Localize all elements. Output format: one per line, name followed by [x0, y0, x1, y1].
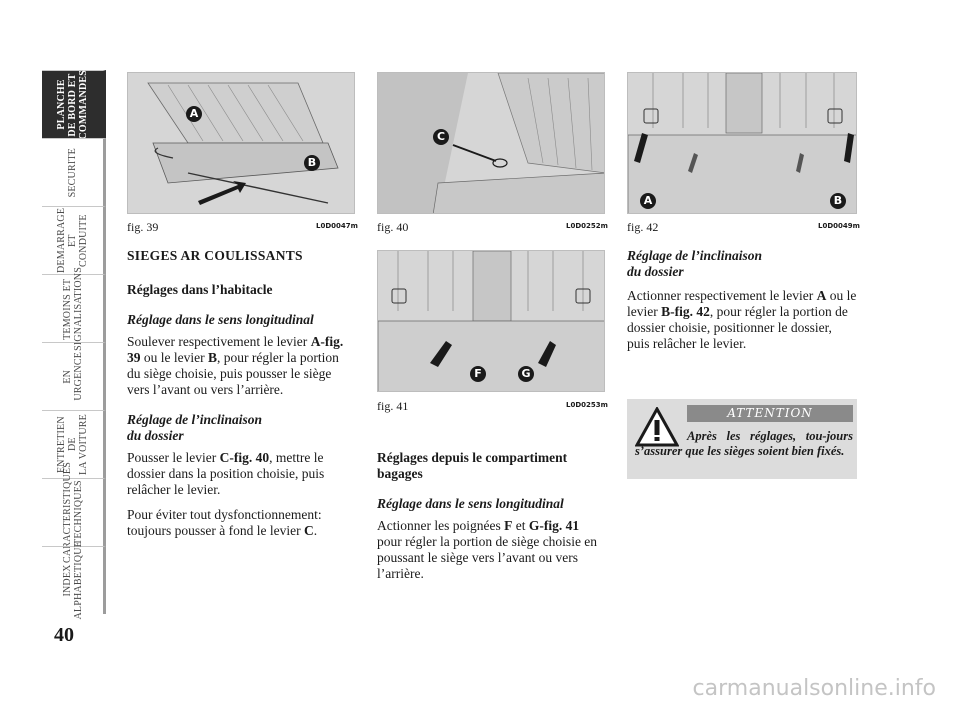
figure-41-caption: fig. 41 — [377, 399, 409, 413]
figure-42 — [627, 72, 857, 214]
tab-index[interactable]: INDEX ALPHABETIQUE — [42, 546, 106, 614]
figure-41-code: L0D0253m — [566, 401, 608, 409]
warning-text: Après les réglages, tou-jours s’assurer que les sièges soient bien fixés. — [635, 429, 853, 458]
trunk-handles-illustration — [378, 251, 605, 392]
trunk-backrest-levers-illustration — [628, 73, 857, 214]
figure-41 — [377, 250, 605, 392]
callout-b: B — [830, 193, 846, 209]
column-1 — [127, 248, 355, 548]
tab-entretien[interactable]: ENTRETIEN DE LA VOITURE — [42, 410, 106, 478]
paragraph: Pousser le levier C-fig. 40, mettre le dossier dans la position choisie, puis relâcher le levier. — [127, 450, 325, 497]
subsection-heading: Réglages depuis le compartiment bagages — [377, 450, 568, 481]
backrest-lever-illustration — [378, 73, 605, 214]
figure-40 — [377, 72, 605, 214]
section-heading: SIEGES AR COULISSANTS — [127, 248, 303, 263]
seat-slide-illustration — [128, 73, 355, 214]
paragraph-title: Réglage dans le sens longitudinal — [377, 496, 564, 511]
page-number: 40 — [54, 624, 74, 646]
paragraph-title: Réglage de l’inclinaison du dossier — [627, 248, 762, 279]
callout-c: C — [433, 129, 449, 145]
paragraph: Actionner les poignées F et G-fig. 41 pour régler la portion de siège choisie en poussant le siège vers l’avant ou vers l’arrière. — [377, 518, 598, 581]
paragraph: Actionner respectivement le levier A ou le levier B-fig. 42, pour régler la portion de dossier choisie, positionner le dossier, puis relâcher le levier. — [627, 288, 857, 351]
tab-temoins[interactable]: TEMOINS ET SIGNALISATIONS — [42, 274, 106, 342]
warning-box — [627, 399, 857, 479]
watermark: carmanualsonline.info — [692, 676, 936, 701]
warning-title: ATTENTION — [687, 405, 853, 422]
tab-demarrage[interactable]: DEMARRAGE ET CONDUITE — [42, 206, 106, 274]
tab-urgence[interactable]: EN URGENCE — [42, 342, 106, 410]
column-2 — [377, 450, 607, 591]
callout-a: A — [186, 106, 202, 122]
paragraph: Soulever respectivement le levier A-fig. 39 ou le levier B, pour régler la portion du siège choisie, puis pousser le siège vers l’avant ou vers l’arrière. — [127, 334, 344, 397]
figure-42-code: L0D0049m — [818, 222, 860, 230]
figure-39-code: L0D0047m — [316, 222, 358, 230]
paragraph-title: Réglage de l’inclinaison du dossier — [127, 412, 262, 443]
figure-42-caption: fig. 42 — [627, 220, 659, 234]
figure-39 — [127, 72, 355, 214]
callout-a: A — [640, 193, 656, 209]
figure-39-caption: fig. 39 — [127, 220, 159, 234]
column-3 — [627, 248, 857, 361]
figure-40-caption: fig. 40 — [377, 220, 409, 234]
paragraph: Pour éviter tout dysfonctionnement: toujours pousser à fond le levier C. — [127, 507, 322, 538]
subsection-heading: Réglages dans l’habitacle — [127, 282, 273, 297]
callout-g: G — [518, 366, 534, 382]
tab-caracteristiques[interactable]: CARACTERISTIQUES TECHNIQUES — [42, 478, 106, 546]
tab-planche-de-bord[interactable]: PLANCHE DE BORD ET COMMANDES — [42, 70, 106, 138]
figure-40-code: L0D0252m — [566, 222, 608, 230]
paragraph-title: Réglage dans le sens longitudinal — [127, 312, 314, 327]
tab-securite[interactable]: SECURITE — [42, 138, 106, 206]
callout-f: F — [470, 366, 486, 382]
callout-b: B — [304, 155, 320, 171]
